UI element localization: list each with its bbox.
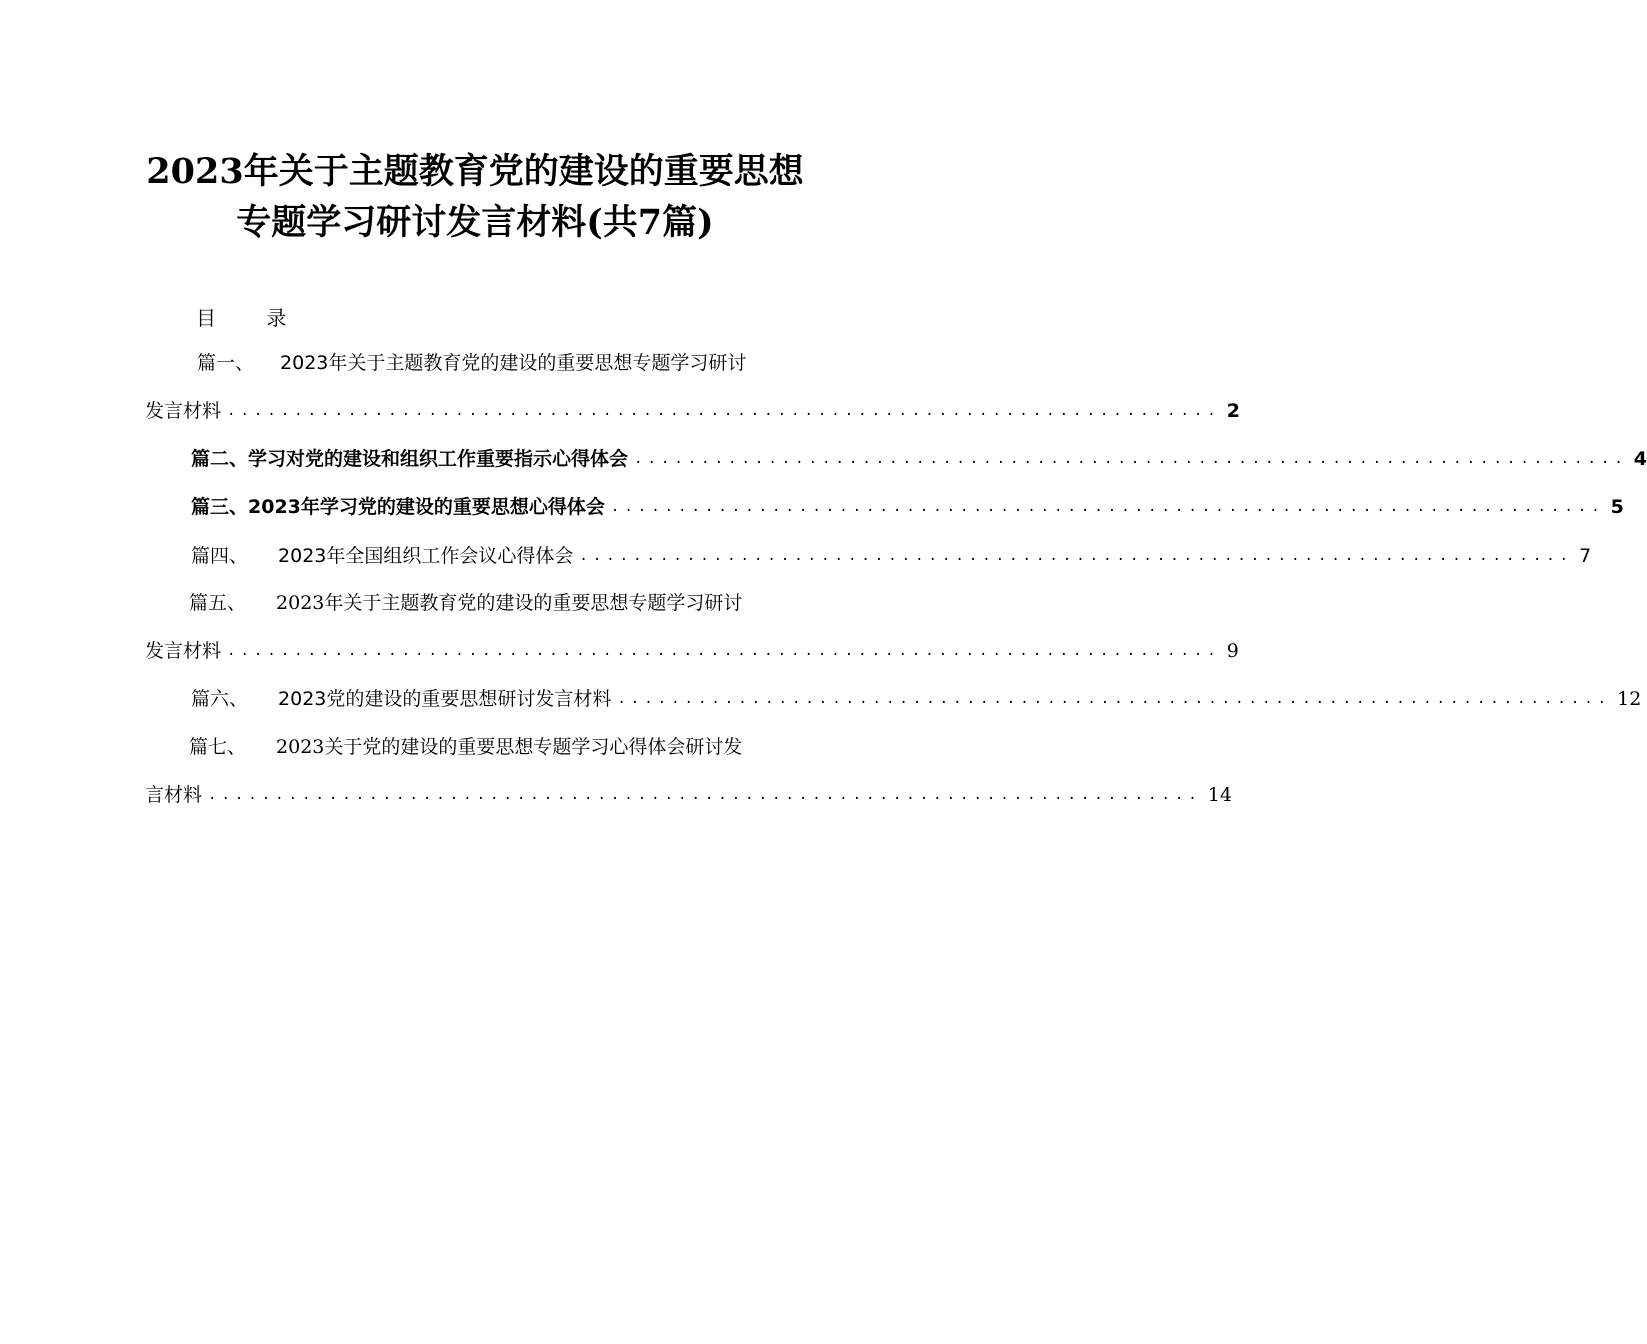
toc-entry-label: 篇三、 [191, 496, 249, 518]
toc-entry-3[interactable] [145, 492, 1624, 522]
toc-entry-1-line1[interactable] [145, 348, 803, 378]
toc-leader-dots: .......................................................................... [227, 643, 1221, 659]
toc-entry-4[interactable] [145, 541, 1592, 571]
toc-entry-label: 篇五、 [189, 592, 247, 614]
toc-page-number: 12 [1617, 688, 1642, 710]
toc-entry-1-line2[interactable] [145, 396, 1240, 426]
toc-leader-dots: .......................................................................... [227, 403, 1221, 419]
toc-entry-text: 2023年全国组织工作会议心得体会 [278, 545, 574, 567]
toc-page-number: 5 [1610, 496, 1624, 518]
toc-leader-dots: .......................................................................... [610, 499, 1605, 515]
toc-heading: 目 录 [196, 306, 309, 330]
toc-entry-6[interactable] [145, 684, 1642, 714]
toc-entry-text: 2023年学习党的建设的重要思想心得体会 [248, 496, 605, 518]
toc-entry-text: 学习对党的建设和组织工作重要指示心得体会 [248, 448, 629, 470]
toc-entry-label: 篇二、 [191, 448, 249, 470]
toc-entry-label: 篇四、 [191, 545, 249, 567]
toc-leader-dots: .......................................................................... [617, 691, 1612, 707]
toc-entry-text: 2023关于党的建设的重要思想专题学习心得体会研讨发 [276, 736, 743, 758]
toc-entry-7-line2[interactable] [145, 780, 1232, 810]
toc-page-number: 7 [1579, 545, 1592, 567]
toc-entry-5-line1[interactable] [145, 588, 803, 618]
toc-page-number: 9 [1226, 640, 1239, 662]
toc-leader-dots: .......................................................................... [634, 451, 1628, 467]
toc-entry-5-line2[interactable] [145, 636, 1239, 666]
toc-entry-text: 2023年关于主题教育党的建设的重要思想专题学习研讨 [276, 592, 743, 614]
toc-entry-text: 发言材料 [145, 400, 222, 422]
toc-entry-text: 发言材料 [145, 640, 222, 662]
toc-entry-text: 言材料 [145, 784, 203, 806]
toc-entry-2[interactable] [145, 444, 1647, 474]
toc-page-number: 4 [1633, 448, 1647, 470]
toc-entry-label: 篇一、 [197, 352, 255, 374]
toc-entry-text: 2023年关于主题教育党的建设的重要思想专题学习研讨 [280, 352, 747, 374]
toc-leader-dots: .......................................................................... [208, 787, 1202, 803]
toc-page-number: 2 [1226, 400, 1240, 422]
document-title-line2: 专题学习研讨发言材料(共7篇) [236, 202, 714, 243]
toc-entry-7-line1[interactable] [145, 732, 803, 762]
toc-entry-text: 2023党的建设的重要思想研讨发言材料 [278, 688, 612, 710]
toc-entry-label: 篇六、 [191, 688, 249, 710]
document-title-line1: 2023年关于主题教育党的建设的重要思想 [146, 151, 804, 192]
toc-page-number: 14 [1207, 784, 1232, 806]
toc-leader-dots: .......................................................................... [579, 548, 1574, 564]
toc-entry-label: 篇七、 [189, 736, 247, 758]
